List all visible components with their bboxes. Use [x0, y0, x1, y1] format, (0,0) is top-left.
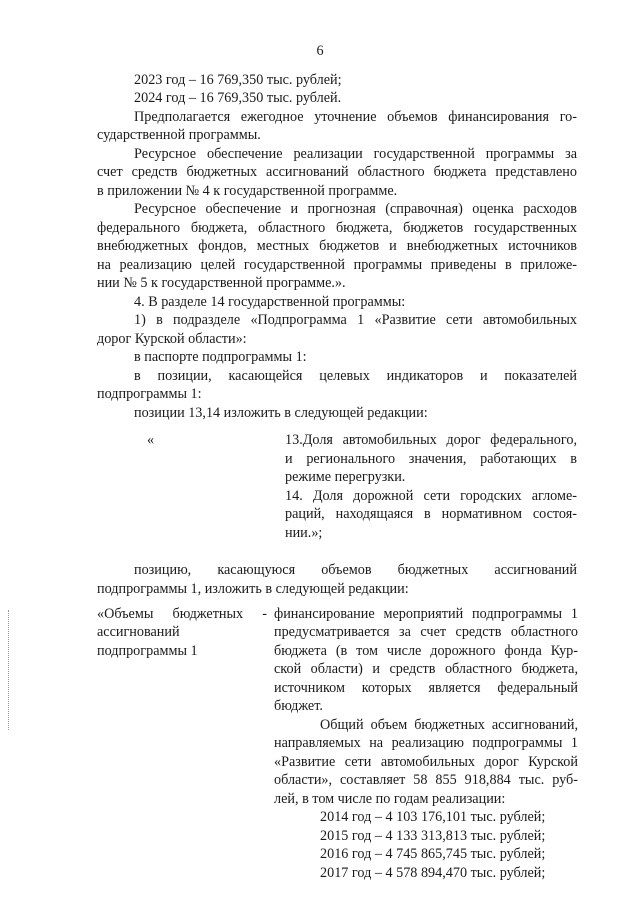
text-line: на реализацию целей государственной программы приведены в приложе- — [97, 257, 577, 273]
text-line: Ресурсное обеспечение и прогнозная (справочная) оценка расходов — [134, 201, 577, 217]
text-line: 2023 год – 16 769,350 тыс. рублей; — [134, 72, 342, 88]
table-right-line: бюджета (в том числе дорожного фонда Кур- — [274, 643, 578, 659]
table-right-line: бюджет. — [274, 698, 323, 714]
text-line: в позиции, касающейся целевых индикаторов и показателей — [134, 368, 577, 384]
table-right-line: области», составляет 58 855 918,884 тыс. руб- — [274, 772, 578, 788]
scan-margin-mark — [8, 610, 11, 730]
text-line: в паспорте подпрограммы 1: — [134, 349, 307, 365]
text-line: подпрограммы 1: — [97, 386, 202, 402]
table-right-line: 2016 год – 4 745 865,745 тыс. рублей; — [320, 846, 546, 862]
text-line: позицию, касающуюся объемов бюджетных ассигнований — [134, 562, 577, 578]
indicator-line: 14. Доля дорожной сети городских агломе- — [285, 488, 577, 504]
table-right-line: финансирование мероприятий подпрограммы 1 — [274, 606, 578, 622]
table-right-line: лей, в том числе по годам реализации: — [274, 791, 506, 807]
text-line: Ресурсное обеспечение реализации государственной программы за — [134, 146, 577, 162]
text-line: 4. В разделе 14 государственной программы: — [134, 294, 406, 310]
text-line: федерального бюджета, областного бюджета, бюджетов государственных — [97, 220, 577, 236]
text-line: в приложении № 4 к государственной программе. — [97, 183, 398, 199]
text-line: счет средств бюджетных ассигнований областного бюджета представлено — [97, 164, 577, 180]
text-line: 2024 год – 16 769,350 тыс. рублей. — [134, 90, 342, 106]
table-right-line: предусматривается за счет средств областного — [274, 624, 578, 640]
text-line: нии № 5 к государственной программе.». — [97, 275, 346, 291]
text-line: подпрограммы 1, изложить в следующей редакции: — [97, 581, 409, 597]
text-line: дорог Курской области»: — [97, 331, 247, 347]
indicator-line: режиме перегрузки. — [285, 469, 406, 485]
table-right-line: 2014 год – 4 103 176,101 тыс. рублей; — [320, 809, 546, 825]
table-right-line: источником которых является федеральный — [274, 680, 578, 696]
indicator-line: нии.»; — [285, 525, 323, 541]
text-line: позиции 13,14 изложить в следующей редакции: — [134, 405, 428, 421]
text-line: сударственной программы. — [97, 127, 261, 143]
text-line: Предполагается ежегодное уточнение объемов финансирования го- — [134, 109, 577, 125]
table-right-line: «Развитие сети автомобильных дорог Курской — [274, 754, 578, 770]
indicator-line: 13.Доля автомобильных дорог федерального, — [285, 432, 577, 448]
table-right-line: направляемых на реализацию подпрограммы 1 — [274, 735, 578, 751]
table-right-line: ской области) и средств областного бюджета, — [274, 661, 578, 677]
indicator-line: и регионального значения, работающих в — [285, 451, 577, 467]
page-number: 6 — [316, 43, 324, 59]
table-right-line: 2015 год – 4 133 313,813 тыс. рублей; — [320, 828, 546, 844]
table-left-line: подпрограммы 1 — [97, 643, 198, 659]
table-left-line: «Объемы бюджетных - — [97, 606, 267, 622]
text-line: 1) в подразделе «Подпрограмма 1 «Развитие сети автомобильных — [134, 312, 577, 328]
table-right-line: 2017 год – 4 578 894,470 тыс. рублей; — [320, 865, 546, 881]
quote-mark: « — [147, 432, 155, 448]
text-line: внебюджетных фондов, местных бюджетов и внебюджетных источников — [97, 238, 577, 254]
table-left-line: ассигнований — [97, 624, 180, 640]
indicator-line: раций, находящаяся в нормативном состоя- — [285, 506, 577, 522]
table-right-line: Общий объем бюджетных ассигнований, — [320, 717, 578, 733]
